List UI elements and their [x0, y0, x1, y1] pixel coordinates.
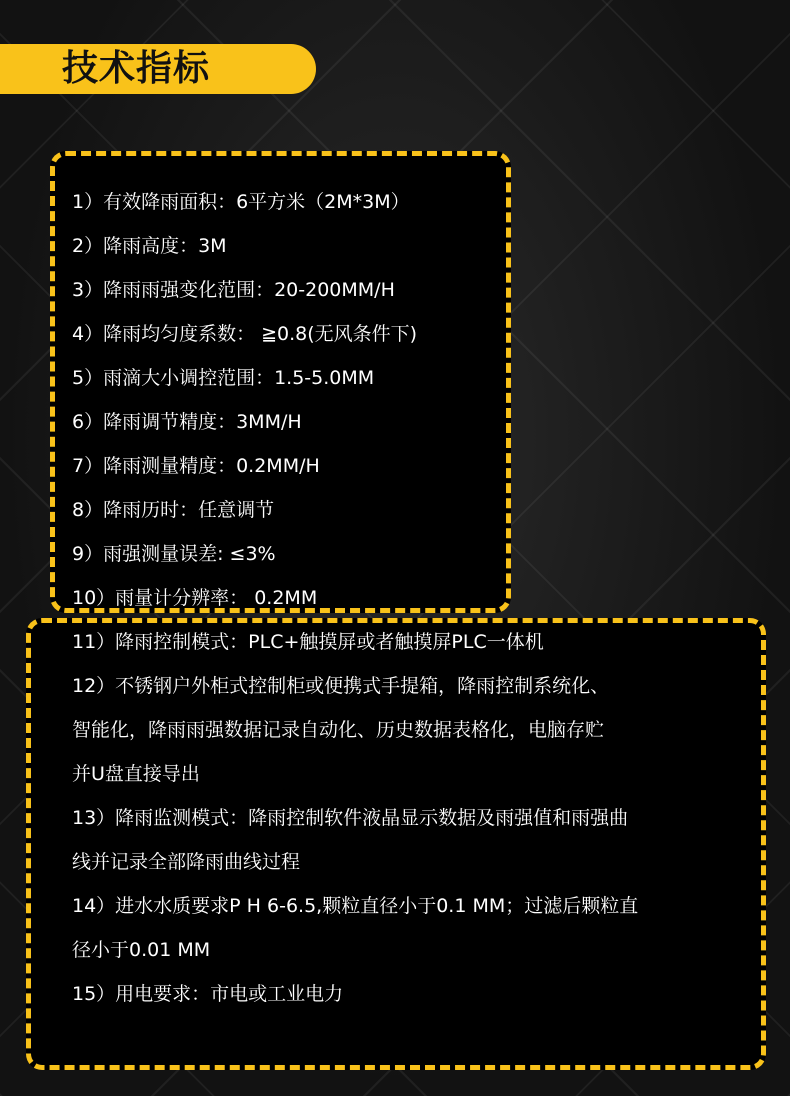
spec-item-12-line-2: 智能化，降雨雨强数据记录自动化、历史数据表格化，电脑存贮 — [72, 719, 605, 741]
spec-item-12-line-1: 12）不锈钢户外柜式控制柜或便携式手提箱，降雨控制系统化、 — [72, 675, 610, 697]
spec-item-2: 2）降雨高度：3M — [72, 235, 227, 257]
spec-item-8: 8）降雨历时：任意调节 — [72, 499, 275, 521]
section-title: 技术指标 — [62, 48, 211, 89]
spec-item-9: 9）雨强测量误差: ≤3% — [72, 543, 276, 565]
spec-item-14-line-2: 径小于0.01 MM — [72, 939, 211, 961]
spec-item-14-line-1: 14）进水水质要求P H 6-6.5,颗粒直径小于0.1 MM；过滤后颗粒直 — [72, 895, 639, 917]
spec-item-13-line-1: 13）降雨监测模式：降雨控制软件液晶显示数据及雨强值和雨强曲 — [72, 807, 629, 829]
spec-item-1: 1）有效降雨面积：6平方米（2M*3M） — [72, 191, 410, 213]
spec-item-13-line-2: 线并记录全部降雨曲线过程 — [72, 851, 301, 873]
spec-item-15: 15）用电要求：市电或工业电力 — [72, 983, 344, 1005]
spec-item-6: 6）降雨调节精度：3MM/H — [72, 411, 302, 433]
spec-item-12-line-3: 并U盘直接导出 — [72, 763, 200, 785]
spec-item-4: 4）降雨均匀度系数： ≧0.8(无风条件下) — [72, 323, 418, 345]
spec-item-3: 3）降雨雨强变化范围：20-200MM/H — [72, 279, 395, 301]
spec-item-11: 11）降雨控制模式：PLC+触摸屏或者触摸屏PLC一体机 — [72, 631, 544, 653]
spec-item-7: 7）降雨测量精度：0.2MM/H — [72, 455, 320, 477]
spec-item-5: 5）雨滴大小调控范围：1.5-5.0MM — [72, 367, 375, 389]
spec-item-10: 10）雨量计分辨率： 0.2MM — [72, 587, 318, 609]
